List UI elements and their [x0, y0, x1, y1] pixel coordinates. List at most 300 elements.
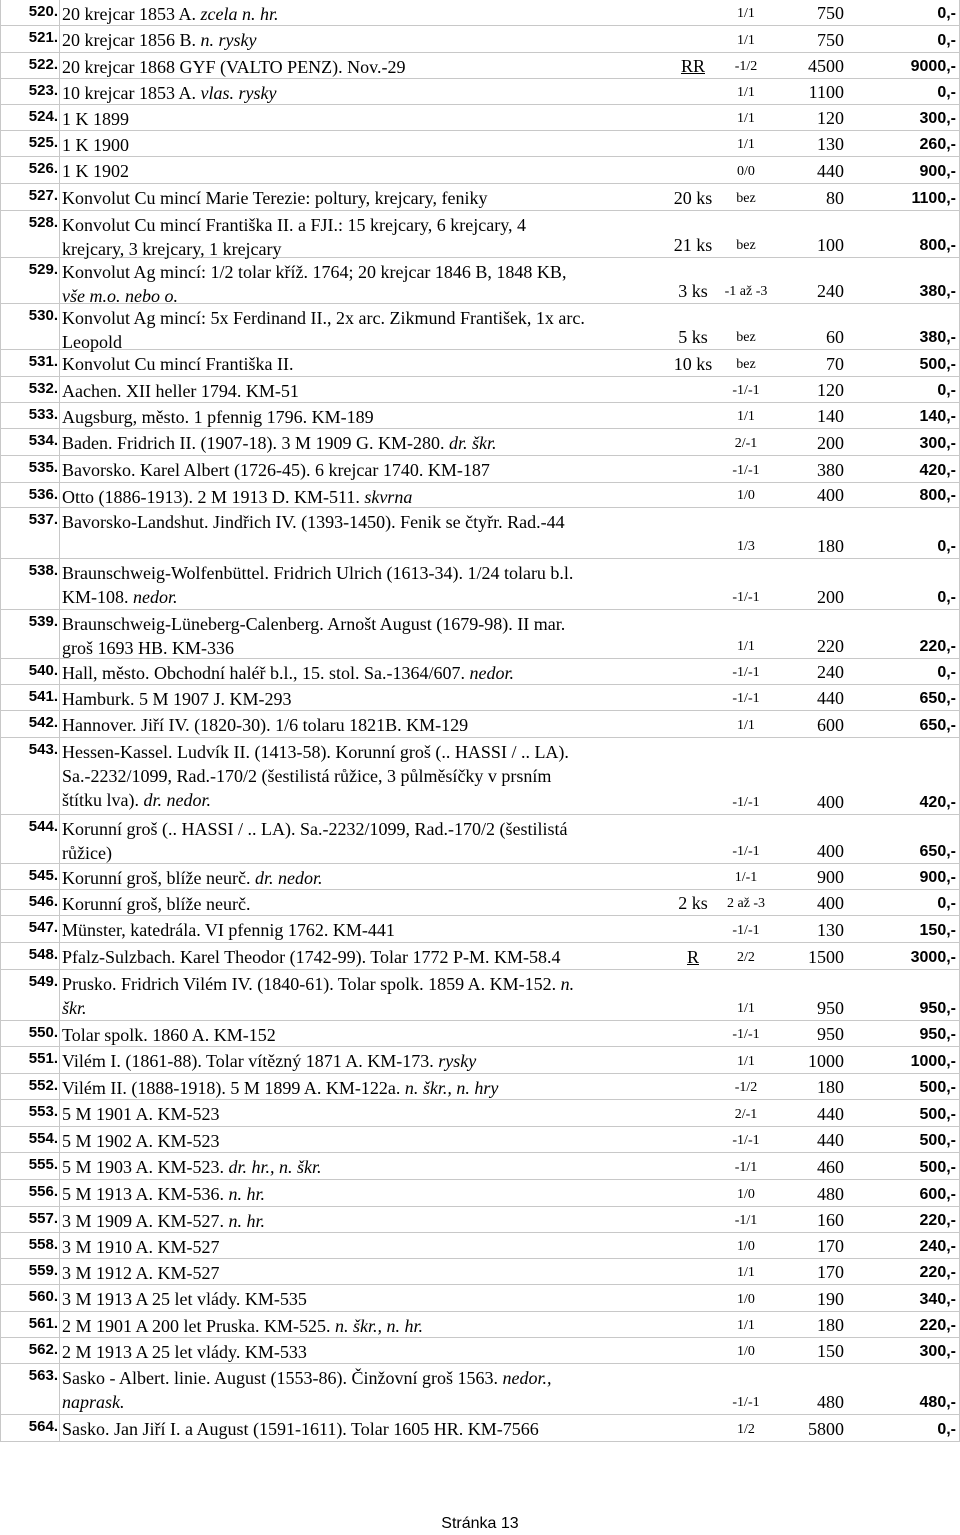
lot-grade: -1/2 — [734, 59, 758, 74]
final-price: 0,- — [937, 538, 956, 555]
table-row — [0, 1364, 960, 1415]
lot-grade: 1/0 — [737, 1239, 755, 1254]
lot-note: n. škr., n. hr. — [335, 1316, 424, 1336]
starting-price: 170 — [817, 1236, 844, 1256]
lot-grade: 1/1 — [737, 33, 755, 48]
starting-price: 200 — [817, 587, 844, 607]
lot-grade: 1/-1 — [734, 870, 758, 885]
lot-text: 5 M 1902 A. KM-523 — [62, 1131, 220, 1151]
table-row — [0, 659, 960, 685]
lot-text: Münster, katedrála. VI pfennig 1762. KM-441 — [62, 920, 395, 940]
lot-text: Konvolut Cu mincí Františka II. a FJI.: 15 krejcary, 6 krejcary, 4 krejcary, 3 krejcary, 1 krejcary — [62, 215, 527, 259]
lot-grade: 1/1 — [737, 137, 755, 152]
final-price: 420,- — [919, 794, 956, 811]
lot-description — [62, 1366, 676, 1414]
table-row — [0, 1074, 960, 1100]
final-price: 420,- — [919, 462, 956, 479]
final-price: 500,- — [919, 356, 956, 373]
lot-description — [62, 687, 676, 711]
final-price: 0,- — [937, 84, 956, 101]
final-price: 800,- — [919, 237, 956, 254]
final-price: 220,- — [919, 1317, 956, 1334]
lot-text: 20 krejcar 1868 GYF (VALTO PENZ). Nov.-29 — [62, 57, 406, 77]
lot-note: nedor. — [133, 587, 178, 607]
lot-note: skvrna — [364, 487, 413, 507]
starting-price: 400 — [817, 485, 844, 505]
lot-grade: 1/0 — [737, 488, 755, 503]
starting-price: 4500 — [808, 56, 844, 76]
lot-grade: 1/0 — [737, 1292, 755, 1307]
lot-quantity: 20 ks — [673, 188, 713, 208]
table-row — [0, 738, 960, 815]
lot-grade: 1/1 — [737, 1054, 755, 1069]
table-row — [0, 943, 960, 970]
table-row — [0, 1207, 960, 1233]
lot-number: 547. — [28, 919, 58, 936]
lot-description — [62, 918, 676, 942]
lot-description — [62, 1340, 676, 1364]
final-price: 650,- — [919, 843, 956, 860]
lot-description — [62, 1076, 676, 1100]
lot-description — [62, 306, 676, 354]
lot-text: Pfalz-Sulzbach. Karel Theodor (1742-99). Tolar 1772 P-M. KM-58.4 — [62, 947, 561, 967]
starting-price: 440 — [817, 1130, 844, 1150]
lot-text: Konvolut Ag mincí: 5x Ferdinand II., 2x arc. Zikmund František, 1x arc. Leopold — [62, 308, 585, 352]
lot-grade: 2/-1 — [734, 1107, 758, 1122]
table-row — [0, 0, 960, 26]
starting-price: 130 — [817, 920, 844, 940]
lot-grade: -1/-1 — [732, 1395, 760, 1410]
lot-number: 552. — [28, 1077, 58, 1094]
table-divider — [0, 0, 1, 1442]
lot-number: 532. — [28, 380, 58, 397]
final-price: 650,- — [919, 690, 956, 707]
lot-grade: bez — [736, 330, 756, 345]
lot-description — [62, 1209, 676, 1233]
lot-grade: -1/-1 — [732, 1027, 760, 1042]
lot-grade: -1/2 — [734, 1080, 758, 1095]
lot-number: 560. — [28, 1288, 58, 1305]
table-row — [0, 184, 960, 211]
starting-price: 400 — [817, 792, 844, 812]
table-row — [0, 1180, 960, 1207]
lot-text: 5 M 1913 A. KM-536. — [62, 1184, 229, 1204]
lot-text: Bavorsko. Karel Albert (1726-45). 6 krejcar 1740. KM-187 — [62, 460, 490, 480]
final-price: 150,- — [919, 922, 956, 939]
final-price: 340,- — [919, 1291, 956, 1308]
final-price: 3000,- — [910, 949, 956, 966]
final-price: 600,- — [919, 1186, 956, 1203]
starting-price: 1100 — [808, 82, 844, 102]
lot-description — [62, 405, 676, 429]
final-price: 0,- — [937, 5, 956, 22]
lot-grade: 1/1 — [737, 1265, 755, 1280]
lot-text: 3 M 1910 A. KM-527 — [62, 1237, 220, 1257]
starting-price: 170 — [817, 1262, 844, 1282]
final-price: 950,- — [919, 1000, 956, 1017]
table-row — [0, 916, 960, 943]
lot-grade: -1/-1 — [732, 795, 760, 810]
lot-text: 3 M 1913 A 25 let vlády. KM-535 — [62, 1289, 307, 1309]
lot-description — [62, 458, 676, 482]
final-price: 300,- — [919, 435, 956, 452]
table-row — [0, 864, 960, 890]
lot-number: 533. — [28, 406, 58, 423]
lot-number: 563. — [28, 1367, 58, 1384]
lot-description — [62, 159, 676, 183]
lot-grade: 0/0 — [737, 164, 755, 179]
final-price: 380,- — [919, 329, 956, 346]
final-price: 0,- — [937, 1421, 956, 1438]
table-row — [0, 1338, 960, 1364]
rarity-mark: R — [686, 947, 699, 967]
starting-price: 950 — [817, 998, 844, 1018]
lot-description — [62, 1235, 676, 1259]
lot-number: 542. — [28, 714, 58, 731]
starting-price: 240 — [817, 281, 844, 301]
lot-number: 561. — [28, 1315, 58, 1332]
lot-description — [62, 817, 676, 865]
final-price: 900,- — [919, 869, 956, 886]
lot-grade: 1/0 — [737, 1187, 755, 1202]
lot-text: Hessen-Kassel. Ludvík II. (1413-58). Korunní groš (.. HASSI / .. LA). Sa.-2232/1099, Rad.-170/2 (šestilistá růžice, 3 půlměsíčky v prsním štítku lva). — [62, 742, 569, 810]
lot-text: 10 krejcar 1853 A. — [62, 83, 201, 103]
lot-number: 546. — [28, 893, 58, 910]
starting-price: 70 — [826, 354, 844, 374]
lot-description — [62, 55, 676, 79]
starting-price: 180 — [817, 536, 844, 556]
lot-description — [62, 1182, 676, 1206]
lot-grade: 1/0 — [737, 1344, 755, 1359]
table-row — [0, 26, 960, 53]
lot-grade: 1/1 — [737, 639, 755, 654]
starting-price: 950 — [817, 1024, 844, 1044]
table-row — [0, 131, 960, 157]
starting-price: 400 — [817, 893, 844, 913]
lot-description — [62, 1049, 676, 1073]
lot-grade: 1/3 — [737, 539, 755, 554]
lot-quantity: 5 ks — [678, 327, 708, 347]
table-row — [0, 79, 960, 105]
lot-description — [62, 561, 676, 609]
lot-note: dr. škr. — [448, 433, 497, 453]
lot-note: dr. hr., n. škr. — [228, 1157, 322, 1177]
final-price: 1000,- — [910, 1053, 956, 1070]
lot-text: Baden. Fridrich II. (1907-18). 3 M 1909 G. KM-280. — [62, 433, 449, 453]
lot-number: 556. — [28, 1183, 58, 1200]
lot-number: 538. — [28, 562, 58, 579]
lot-description — [62, 81, 676, 105]
table-row — [0, 1153, 960, 1180]
lot-grade: 2/2 — [737, 950, 755, 965]
lot-grade: bez — [736, 191, 756, 206]
lot-description — [62, 28, 676, 52]
table-row — [0, 1047, 960, 1074]
lot-note: dr. nedor. — [254, 868, 323, 888]
table-row — [0, 1021, 960, 1047]
starting-price: 750 — [817, 30, 844, 50]
lot-grade: -1/-1 — [732, 665, 760, 680]
final-price: 9000,- — [910, 58, 956, 75]
table-row — [0, 350, 960, 377]
starting-price: 60 — [826, 327, 844, 347]
starting-price: 380 — [817, 460, 844, 480]
lot-grade: 1/2 — [737, 1422, 755, 1437]
lot-note: nedor., naprask. — [62, 1368, 552, 1412]
starting-price: 440 — [817, 688, 844, 708]
lot-text: Korunní groš, blíže neurč. — [62, 894, 251, 914]
rarity-mark: RR — [680, 56, 705, 76]
starting-price: 220 — [817, 636, 844, 656]
starting-price: 750 — [817, 3, 844, 23]
lot-number: 545. — [28, 867, 58, 884]
starting-price: 150 — [817, 1341, 844, 1361]
starting-price: 440 — [817, 1104, 844, 1124]
lot-grade: 1/1 — [737, 1001, 755, 1016]
table-row — [0, 258, 960, 304]
lot-number: 529. — [28, 261, 58, 278]
lot-text: Prusko. Fridrich Vilém IV. (1840-61). Tolar spolk. 1859 A. KM-152. — [62, 974, 561, 994]
table-row — [0, 890, 960, 916]
lot-text: 2 M 1913 A 25 let vlády. KM-533 — [62, 1342, 307, 1362]
starting-price: 160 — [817, 1210, 844, 1230]
lot-description — [62, 260, 676, 308]
lot-grade: 1/1 — [737, 6, 755, 21]
final-price: 0,- — [937, 32, 956, 49]
lot-text: Hall, město. Obchodní haléř b.l., 15. stol. Sa.-1364/607. — [62, 663, 470, 683]
lot-number: 526. — [28, 160, 58, 177]
lot-number: 549. — [28, 973, 58, 990]
lot-text: Aachen. XII heller 1794. KM-51 — [62, 381, 299, 401]
lot-grade: -1/-1 — [732, 691, 760, 706]
lot-quantity: 3 ks — [678, 281, 708, 301]
page-footer: Stránka 13 — [441, 1515, 519, 1532]
final-price: 220,- — [919, 1264, 956, 1281]
lot-grade: -1/-1 — [732, 590, 760, 605]
lot-grade: bez — [736, 238, 756, 253]
final-price: 1100,- — [911, 190, 956, 207]
table-row — [0, 508, 960, 559]
starting-price: 5800 — [808, 1419, 844, 1439]
lot-note: zcela n. hr. — [200, 4, 279, 24]
lot-text: 20 krejcar 1853 A. — [62, 4, 201, 24]
lot-description — [62, 510, 676, 534]
lot-number: 525. — [28, 134, 58, 151]
lot-grade: bez — [736, 357, 756, 372]
lot-text: 1 K 1900 — [62, 135, 129, 155]
final-price: 480,- — [919, 1394, 956, 1411]
lot-grade: 1/1 — [737, 1318, 755, 1333]
lot-text: 1 K 1899 — [62, 109, 129, 129]
lot-text: Bavorsko-Landshut. Jindřich IV. (1393-1450). Fenik se čtyřr. Rad.-44 — [62, 512, 565, 532]
table-row — [0, 403, 960, 429]
starting-price: 200 — [817, 433, 844, 453]
table-row — [0, 711, 960, 738]
lot-text: Tolar spolk. 1860 A. KM-152 — [62, 1025, 276, 1045]
lot-description — [62, 186, 676, 210]
lot-description — [62, 485, 676, 509]
starting-price: 1000 — [808, 1051, 844, 1071]
lot-grade: -1 až -3 — [724, 284, 768, 299]
final-price: 300,- — [919, 1343, 956, 1360]
lot-number: 520. — [28, 3, 58, 20]
starting-price: 120 — [817, 380, 844, 400]
lot-number: 555. — [28, 1156, 58, 1173]
lot-grade: 1/1 — [737, 111, 755, 126]
starting-price: 1500 — [808, 947, 844, 967]
lot-quantity: 21 ks — [673, 235, 713, 255]
table-row — [0, 1127, 960, 1153]
lot-grade: -1/-1 — [732, 463, 760, 478]
lot-number: 537. — [28, 511, 58, 528]
lot-number: 540. — [28, 662, 58, 679]
starting-price: 120 — [817, 108, 844, 128]
lot-description — [62, 612, 676, 660]
starting-price: 140 — [817, 406, 844, 426]
final-price: 0,- — [937, 895, 956, 912]
lot-text: 5 M 1903 A. KM-523. — [62, 1157, 229, 1177]
lot-text: Hannover. Jiří IV. (1820-30). 1/6 tolaru 1821B. KM-129 — [62, 715, 469, 735]
lot-grade: 2/-1 — [734, 436, 758, 451]
lot-grade: -1/-1 — [732, 1133, 760, 1148]
lot-number: 527. — [28, 187, 58, 204]
lot-grade: 1/1 — [737, 409, 755, 424]
lot-text: 1 K 1902 — [62, 161, 129, 181]
starting-price: 480 — [817, 1392, 844, 1412]
final-price: 500,- — [919, 1132, 956, 1149]
starting-price: 440 — [817, 161, 844, 181]
table-row — [0, 970, 960, 1021]
lot-number: 530. — [28, 307, 58, 324]
starting-price: 100 — [817, 235, 844, 255]
lot-note: n. rysky — [200, 30, 257, 50]
table-row — [0, 304, 960, 350]
lot-number: 564. — [28, 1418, 58, 1435]
lot-note: dr. nedor. — [143, 790, 212, 810]
starting-price: 480 — [817, 1184, 844, 1204]
lot-description — [62, 1023, 676, 1047]
lot-note: nedor. — [469, 663, 514, 683]
starting-price: 600 — [817, 715, 844, 735]
lot-quantity: 2 ks — [678, 893, 708, 913]
lot-description — [62, 1155, 676, 1179]
lot-grade: 1/1 — [737, 85, 755, 100]
lot-description — [62, 379, 676, 403]
starting-price: 460 — [817, 1157, 844, 1177]
lot-description — [62, 1314, 676, 1338]
lot-note: n. škr., n. hry — [404, 1078, 499, 1098]
lot-number: 523. — [28, 82, 58, 99]
lot-number: 522. — [28, 56, 58, 73]
lot-note: n. hr. — [228, 1211, 266, 1231]
table-row — [0, 1312, 960, 1338]
lot-description — [62, 2, 676, 26]
lot-number: 539. — [28, 613, 58, 630]
lot-description — [62, 107, 676, 131]
final-price: 650,- — [919, 717, 956, 734]
table-row — [0, 1285, 960, 1312]
lot-text: Braunschweig-Wolfenbüttel. Fridrich Ulrich (1613-34). 1/24 tolaru b.l. KM-108. — [62, 563, 574, 607]
lot-number: 544. — [28, 818, 58, 835]
table-row — [0, 559, 960, 610]
final-price: 220,- — [919, 638, 956, 655]
lot-text: 2 M 1901 A 200 let Pruska. KM-525. — [62, 1316, 336, 1336]
lot-number: 524. — [28, 108, 58, 125]
lot-text: Vilém II. (1888-1918). 5 M 1899 A. KM-122a. — [62, 1078, 405, 1098]
table-row — [0, 1415, 960, 1442]
final-price: 500,- — [919, 1106, 956, 1123]
lot-number: 531. — [28, 353, 58, 370]
starting-price: 240 — [817, 662, 844, 682]
lot-number: 548. — [28, 946, 58, 963]
table-row — [0, 483, 960, 508]
lot-text: Vilém I. (1861-88). Tolar vítězný 1871 A. KM-173. — [62, 1051, 439, 1071]
lot-description — [62, 1287, 676, 1311]
lot-text: Korunní groš (.. HASSI / .. LA). Sa.-2232/1099, Rad.-170/2 (šestilistá růžice) — [62, 819, 568, 863]
lot-description — [62, 431, 676, 455]
lot-number: 534. — [28, 432, 58, 449]
lot-number: 550. — [28, 1024, 58, 1041]
final-price: 0,- — [937, 664, 956, 681]
lot-number: 559. — [28, 1262, 58, 1279]
lot-note: n. škr. — [62, 974, 575, 1018]
lot-description — [62, 133, 676, 157]
lot-description — [62, 352, 676, 376]
starting-price: 900 — [817, 867, 844, 887]
lot-quantity: 10 ks — [673, 354, 713, 374]
lot-note: vše m.o. nebo o. — [62, 286, 178, 306]
final-price: 380,- — [919, 283, 956, 300]
starting-price: 180 — [817, 1077, 844, 1097]
lot-description — [62, 740, 676, 812]
lot-text: Augsburg, město. 1 pfennig 1796. KM-189 — [62, 407, 374, 427]
starting-price: 130 — [817, 134, 844, 154]
table-row — [0, 1233, 960, 1259]
final-price: 950,- — [919, 1026, 956, 1043]
final-price: 500,- — [919, 1079, 956, 1096]
starting-price: 80 — [826, 188, 844, 208]
final-price: 260,- — [919, 136, 956, 153]
final-price: 900,- — [919, 163, 956, 180]
lot-number: 553. — [28, 1103, 58, 1120]
lot-text: Konvolut Cu mincí Františka II. — [62, 354, 294, 374]
lot-text: Korunní groš, blíže neurč. — [62, 868, 255, 888]
lot-number: 543. — [28, 741, 58, 758]
final-price: 0,- — [937, 589, 956, 606]
lot-text: Konvolut Ag mincí: 1/2 tolar kříž. 1764; 20 krejcar 1846 B, 1848 KB, — [62, 262, 567, 282]
lot-grade: 1/1 — [737, 718, 755, 733]
lot-description — [62, 1261, 676, 1285]
lot-description — [62, 1102, 676, 1126]
table-row — [0, 157, 960, 184]
lot-number: 562. — [28, 1341, 58, 1358]
lot-number: 521. — [28, 29, 58, 46]
table-row — [0, 685, 960, 711]
final-price: 500,- — [919, 1159, 956, 1176]
lot-description — [62, 1129, 676, 1153]
lot-grade: -1/1 — [734, 1160, 758, 1175]
table-row — [0, 211, 960, 258]
lot-number: 528. — [28, 214, 58, 231]
lot-number: 558. — [28, 1236, 58, 1253]
table-divider — [59, 0, 60, 1442]
table-row — [0, 1100, 960, 1127]
final-price: 0,- — [937, 382, 956, 399]
lot-grade: 2 až -3 — [726, 896, 766, 911]
lot-text: 3 M 1912 A. KM-527 — [62, 1263, 220, 1283]
lot-text: 3 M 1909 A. KM-527. — [62, 1211, 229, 1231]
lot-number: 536. — [28, 486, 58, 503]
